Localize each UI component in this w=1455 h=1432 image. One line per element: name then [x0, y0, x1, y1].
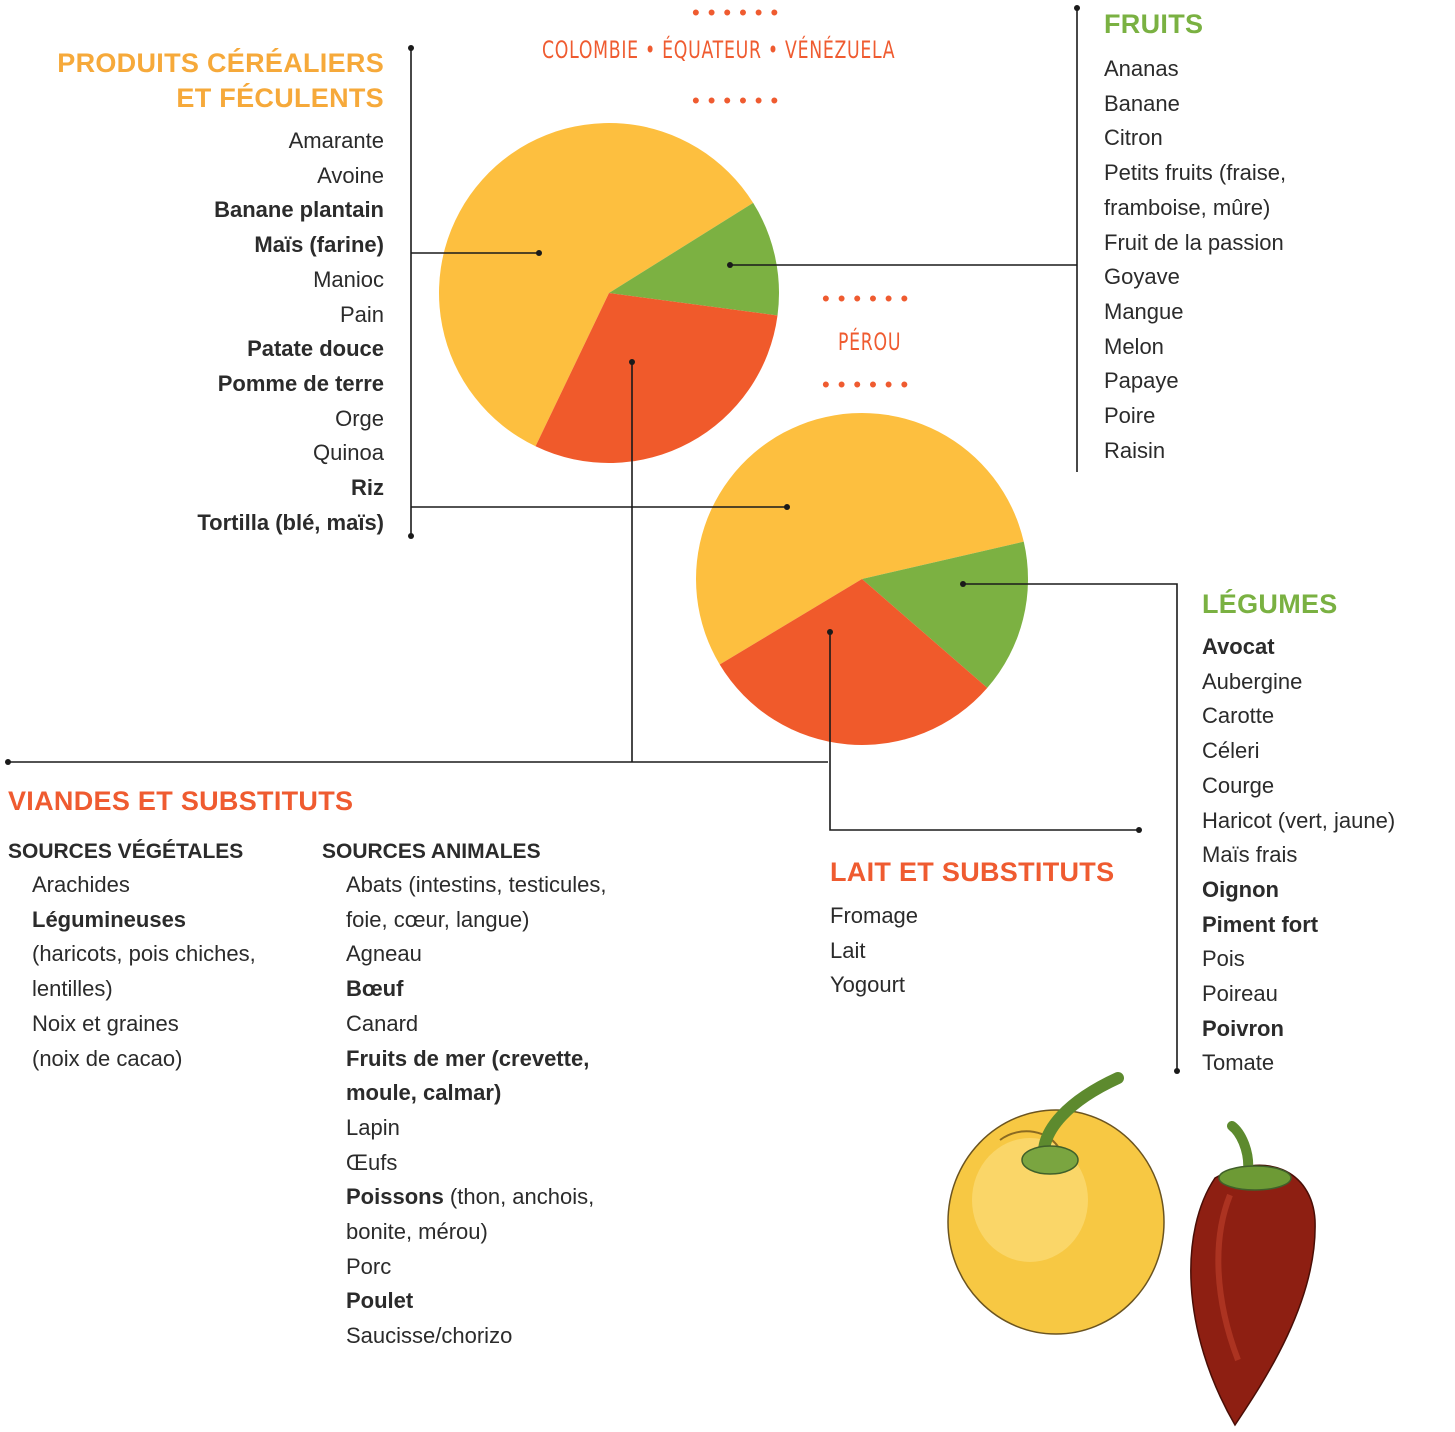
- title-dots-top: ••••••: [692, 0, 787, 25]
- peru-dots-bottom: ••••••: [822, 372, 917, 397]
- cereal-item-text: Tortilla (blé, maïs): [197, 509, 384, 535]
- dot: [629, 359, 635, 365]
- veg-source-item-text: (noix de cacao): [32, 1045, 183, 1071]
- fruit-item-text: Mangue: [1104, 298, 1184, 324]
- fruit-item-text: Raisin: [1104, 437, 1166, 463]
- meats-heading: VIANDES ET SUBSTITUTS: [8, 786, 354, 816]
- fruit-item-text: Citron: [1104, 125, 1163, 151]
- fruits-heading: FRUITS: [1104, 9, 1204, 39]
- cereal-item-text: Manioc: [313, 266, 384, 292]
- cereal-item-text: Banane plantain: [214, 197, 384, 223]
- dot: [5, 759, 11, 765]
- animal-source-item-text: Abats (intestins, testicules,: [346, 872, 607, 897]
- fruit-item-text: Banane: [1104, 90, 1180, 116]
- vegetable-item-text: Céleri: [1202, 738, 1260, 764]
- fruit-item-text: Papaye: [1104, 368, 1179, 394]
- milk-item-text: Lait: [830, 937, 866, 963]
- veg-source-item-text: Noix et graines: [32, 1010, 179, 1036]
- cereal-item-text: Riz: [351, 475, 384, 501]
- vegetable-item-text: Pois: [1202, 946, 1245, 972]
- animal-source-item-text: Œufs: [346, 1149, 398, 1175]
- dot: [536, 250, 542, 256]
- milk-heading: LAIT ET SUBSTITUTS: [830, 857, 1115, 887]
- animal-source-item-text: Poissons: [346, 1184, 444, 1210]
- pie-perou: [696, 413, 1028, 745]
- veg-sources-heading: SOURCES VÉGÉTALES: [8, 840, 244, 863]
- cereal-item-text: Orge: [335, 405, 384, 431]
- pie2-title: PÉROU: [838, 328, 902, 356]
- vegetable-item-text: Haricot (vert, jaune): [1202, 807, 1396, 833]
- vegetable-item-text: Maïs frais: [1202, 842, 1298, 868]
- fruit-item-text: framboise, mûre): [1104, 194, 1271, 220]
- fruit-item-text: Poire: [1104, 403, 1156, 429]
- animal-source-item-text: foie, cœur, langue): [346, 906, 530, 932]
- cereal-item-text: Quinoa: [313, 440, 384, 466]
- animal-source-item-text: Agneau: [346, 941, 422, 967]
- fruit-item-text: Goyave: [1104, 264, 1180, 290]
- dot: [827, 629, 833, 635]
- animal-source-item-text: Bœuf: [346, 976, 404, 1002]
- red-chili-icon: [1191, 1126, 1315, 1425]
- vegetable-item-text: Piment fort: [1202, 911, 1319, 937]
- title-dots-bottom: ••••••: [692, 88, 787, 113]
- animal-source-item-text: Fruits de mer (crevette,: [346, 1045, 590, 1071]
- veg-source-item-text: (haricots, pois chiches,: [32, 941, 256, 967]
- animal-source-item-text: Lapin: [346, 1114, 400, 1140]
- animal-source-item-text: bonite, mérou): [346, 1219, 488, 1245]
- yellow-pepper-icon: [948, 1078, 1164, 1334]
- cereal-item-text: Maïs (farine): [254, 232, 384, 258]
- dot: [1174, 1068, 1180, 1074]
- dot: [784, 504, 790, 510]
- cereals-heading-line2: ET FÉCULENTS: [176, 83, 384, 113]
- animal-sources-heading: SOURCES ANIMALES: [322, 840, 541, 863]
- vegetable-item-text: Courge: [1202, 772, 1275, 798]
- dot: [408, 533, 414, 539]
- fruit-item-text: Melon: [1104, 333, 1164, 359]
- animal-source-item-text: Saucisse/chorizo: [346, 1323, 513, 1349]
- animal-source-item-detail: (thon, anchois,: [443, 1184, 595, 1210]
- vegetable-item-text: Oignon: [1202, 876, 1279, 902]
- vegetable-item-text: Poivron: [1202, 1015, 1284, 1041]
- milk-item-text: Yogourt: [830, 972, 906, 998]
- fruit-item-text: Ananas: [1104, 56, 1179, 81]
- fruit-item-text: Fruit de la passion: [1104, 229, 1284, 255]
- animal-source-item-text: Canard: [346, 1010, 419, 1036]
- vegetable-item-text: Carotte: [1202, 703, 1275, 729]
- veg-source-item-text: Légumineuses: [32, 906, 187, 932]
- vegetable-item-text: Tomate: [1202, 1050, 1275, 1076]
- animal-source-item-text: Porc: [346, 1253, 392, 1279]
- dot: [1074, 5, 1080, 11]
- dot: [960, 581, 966, 587]
- peru-dots-top: ••••••: [822, 286, 917, 311]
- dot: [727, 262, 733, 268]
- vegetable-item-text: Poireau: [1202, 981, 1278, 1007]
- dot: [1136, 827, 1142, 833]
- vegetables-heading: LÉGUMES: [1202, 589, 1338, 619]
- fruit-item-text: Petits fruits (fraise,: [1104, 160, 1287, 186]
- veg-source-item-text: lentilles): [32, 976, 113, 1002]
- cereal-item-text: Avoine: [317, 162, 384, 188]
- animal-source-item-text: moule, calmar): [346, 1080, 502, 1106]
- cereal-item-text: Pain: [339, 301, 384, 327]
- dot: [408, 45, 414, 51]
- pie-colombie-equateur-venezuela: [439, 123, 779, 463]
- cereals-heading-line1: PRODUITS CÉRÉALIERS: [57, 48, 384, 78]
- vegetable-item-text: Avocat: [1202, 634, 1275, 659]
- vegetable-item-text: Aubergine: [1202, 668, 1303, 694]
- cereal-item-text: Amarante: [288, 128, 384, 153]
- milk-item-text: Fromage: [830, 903, 919, 928]
- pie1-title: COLOMBIE • ÉQUATEUR • VÉNÉZUELA: [542, 36, 896, 64]
- animal-source-item-text: Poulet: [346, 1288, 414, 1314]
- cereal-item-text: Pomme de terre: [217, 370, 384, 396]
- cereal-item-text: Patate douce: [247, 336, 384, 362]
- veg-source-item-text: Arachides: [32, 872, 130, 897]
